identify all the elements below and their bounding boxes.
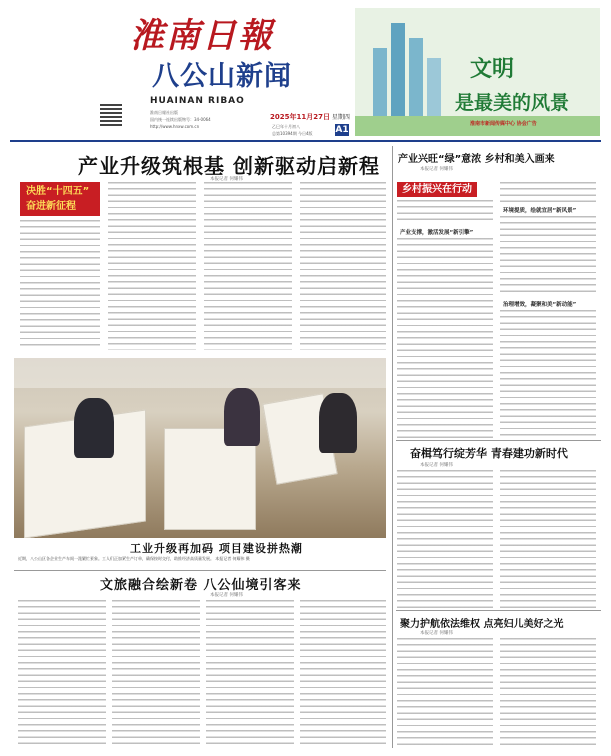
publisher-line: 淮南日報社出版 — [150, 110, 178, 115]
lead-headline: 产业升级筑根基 创新驱动启新程 — [78, 154, 380, 178]
issue-number: 总第10394期 今日4版 — [272, 131, 313, 136]
issn-line: 国内统一连续出版物号：34-0064 — [150, 117, 211, 122]
ad-slogan: 是最美的风景 — [455, 92, 570, 114]
right-subhead-2: 环境提质，绘就宜居“新风景” — [503, 208, 577, 214]
right-column-1a — [397, 200, 493, 225]
right-column-2a — [500, 182, 596, 202]
weekday: 星期四 — [331, 114, 350, 121]
second-column-2 — [112, 600, 200, 748]
lead-column-3 — [204, 182, 292, 350]
right-divider-1 — [396, 440, 601, 441]
right-subhead-3: 治理增效，凝聚和美“新动能” — [503, 302, 577, 308]
ad-title: 文明 — [470, 57, 515, 82]
lead-column-1 — [20, 220, 100, 350]
second-column-3 — [206, 600, 294, 748]
website-line: http://www.hnxw.com.cn — [150, 124, 200, 129]
right-subhead-1: 产业支撑，激活发展“新引擎” — [400, 230, 474, 236]
masthead-subtitle: 八公山新闻 — [152, 61, 292, 92]
right-column-1b — [397, 238, 493, 438]
issue-date: 2025年11月27日 — [270, 113, 330, 121]
second-column-4 — [300, 600, 386, 748]
second-byline: 本报记者 何耀伟 — [210, 593, 243, 598]
right-headline-3: 聚力护航依法维权 点亮妇儿美好之光 — [400, 619, 564, 630]
lead-section-label: 决胜“十四五” 奋进新征程 — [20, 182, 100, 216]
right-section-label: 乡村振兴在行动 — [397, 182, 477, 197]
building-shape — [427, 58, 441, 118]
building-shape — [391, 23, 405, 118]
right-column-3b — [500, 470, 596, 608]
photo-worker — [224, 388, 260, 446]
building-shape — [373, 48, 387, 118]
qr-code-icon — [100, 104, 122, 126]
second-column-1 — [18, 600, 106, 748]
right-column-4a — [397, 638, 493, 748]
lead-column-4 — [300, 182, 386, 350]
right-column-2c — [500, 310, 596, 438]
lunar-date: 乙巳年十月初八 — [272, 124, 300, 129]
masthead-pinyin: HUAINAN RIBAO — [150, 96, 245, 106]
masthead-title: 淮南日報 — [130, 16, 274, 56]
building-shape — [409, 38, 423, 118]
date-box — [270, 112, 350, 122]
right-headline-1: 产业兴旺“绿”意浓 乡村和美入画来 — [398, 154, 555, 165]
right-byline-2: 本报记者 何耀伟 — [420, 463, 453, 468]
right-divider-2 — [396, 610, 601, 611]
photo-worker — [74, 398, 114, 458]
section-divider — [14, 570, 386, 571]
factory-photo — [14, 358, 386, 538]
second-headline: 文旅融合绘新卷 八公仙境引客来 — [100, 578, 302, 593]
photo-caption-text: 近期，八公山区各企业生产车间一派繁忙景象。工人们正加紧生产订单，确保按时交付，助推经济高质量发展。 本报记者 何耀伟 摄 — [18, 556, 250, 561]
right-byline-1: 本报记者 何耀伟 — [420, 167, 453, 172]
ad-sponsor: 淮南市新闻传媒中心 协会广告 — [470, 121, 537, 127]
column-divider — [392, 146, 393, 748]
right-column-2b — [500, 216, 596, 296]
right-headline-2: 奋楫笃行绽芳华 青春建功新时代 — [410, 447, 568, 460]
right-column-3a — [397, 470, 493, 608]
photo-worker — [319, 393, 357, 453]
right-column-4b — [500, 638, 596, 748]
page-number-badge: A1 — [335, 125, 349, 135]
lead-byline: 本报记者 何耀伟 — [210, 177, 243, 182]
lead-column-2 — [108, 182, 196, 350]
right-byline-3: 本报记者 何耀伟 — [420, 631, 453, 636]
masthead-divider — [10, 140, 601, 142]
photo-ceiling — [14, 358, 386, 388]
photo-caption-title: 工业升级再加码 项目建设拼热潮 — [130, 542, 303, 555]
